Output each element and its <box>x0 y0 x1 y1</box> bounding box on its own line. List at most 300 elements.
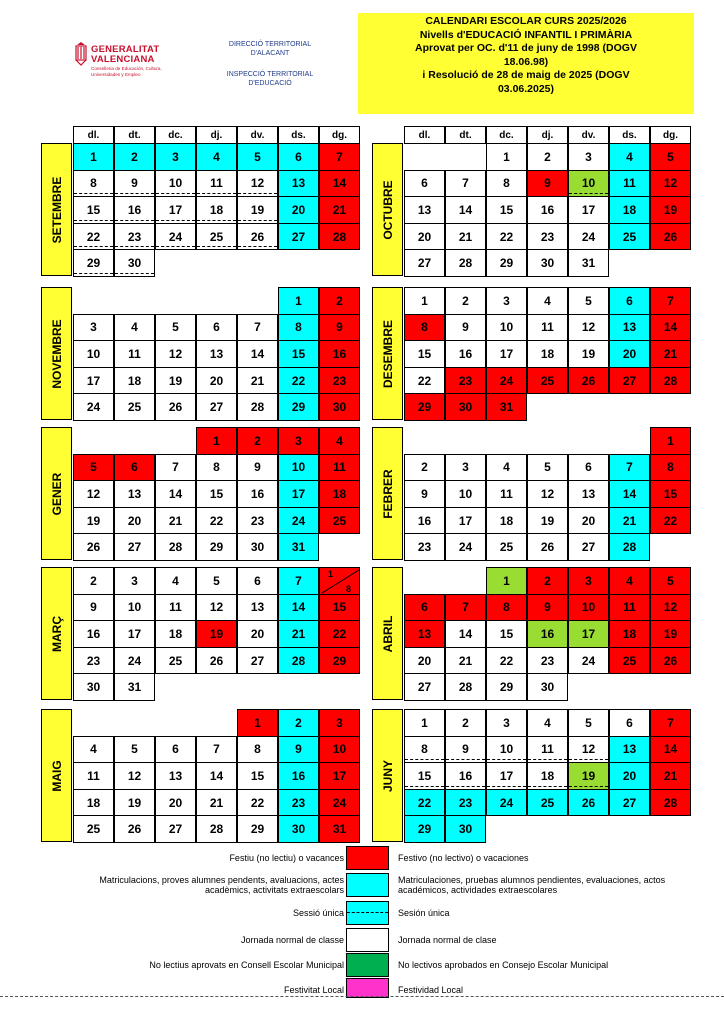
single-session-marker <box>115 220 154 221</box>
day-cell <box>196 454 237 482</box>
day-cell <box>114 393 155 421</box>
day-number: 11 <box>500 486 513 501</box>
day-cell <box>486 223 527 251</box>
day-number: 18 <box>622 202 637 217</box>
day-number: 4 <box>626 573 633 588</box>
day-cell <box>237 170 278 198</box>
day-cell <box>73 736 114 764</box>
day-cell <box>445 533 486 561</box>
day-number: 27 <box>622 795 637 810</box>
day-cell <box>486 594 527 622</box>
day-number: 20 <box>127 513 142 528</box>
day-number: 25 <box>209 229 224 244</box>
page-bottom-rule <box>0 996 724 997</box>
day-cell <box>486 367 527 395</box>
day-cell <box>278 594 319 622</box>
day-cell <box>278 393 319 421</box>
month-name: DESEMBRE <box>380 319 395 388</box>
day-number: 10 <box>499 742 514 757</box>
day-cell <box>278 647 319 675</box>
day-cell <box>73 533 114 561</box>
day-cell <box>445 620 486 648</box>
day-number: 2 <box>462 293 469 308</box>
day-number: 13 <box>250 600 265 615</box>
day-cell <box>650 287 691 315</box>
month-name: GENER <box>49 472 64 515</box>
day-number: 18 <box>86 795 101 810</box>
single-session-marker <box>569 786 608 787</box>
day-number: 3 <box>585 149 592 164</box>
day-cell <box>114 533 155 561</box>
day-cell <box>486 287 527 315</box>
day-number: 26 <box>663 229 678 244</box>
day-number: 3 <box>90 320 97 335</box>
day-cell <box>73 393 114 421</box>
month-label-maig <box>41 709 72 842</box>
day-cell <box>237 454 278 482</box>
day-number: 29 <box>499 680 514 695</box>
day-cell <box>404 314 445 342</box>
day-number: 17 <box>499 768 514 783</box>
single-session-marker <box>446 759 485 760</box>
day-cell <box>486 709 527 737</box>
day-number: 27 <box>291 229 306 244</box>
day-number: 29 <box>250 822 265 837</box>
day-number: 14 <box>291 600 306 615</box>
day-number: 28 <box>622 540 637 555</box>
day-number: 9 <box>131 176 138 191</box>
day-cell <box>155 393 196 421</box>
day-number: 6 <box>626 715 633 730</box>
single-session-marker <box>115 273 154 274</box>
day-number: 29 <box>332 653 347 668</box>
day-number: 25 <box>332 513 347 528</box>
day-number: 4 <box>131 320 138 335</box>
day-cell <box>155 314 196 342</box>
day-number: 11 <box>87 768 100 783</box>
day-number: 16 <box>250 486 265 501</box>
day-cell <box>568 170 609 198</box>
day-number: 1 <box>90 149 97 164</box>
day-cell <box>319 287 360 315</box>
day-cell <box>196 223 237 251</box>
day-cell <box>196 143 237 171</box>
day-cell <box>237 736 278 764</box>
day-number: 16 <box>458 768 473 783</box>
day-cell <box>609 762 650 790</box>
day-number: 30 <box>127 256 142 271</box>
day-number: 27 <box>127 540 142 555</box>
day-number: 3 <box>462 460 469 475</box>
day-number: 21 <box>209 795 224 810</box>
day-number: 2 <box>295 715 302 730</box>
day-number: 12 <box>250 176 265 191</box>
day-number: 27 <box>622 373 637 388</box>
day-number: 26 <box>168 400 183 415</box>
day-cell <box>319 454 360 482</box>
day-cell <box>155 480 196 508</box>
day-cell <box>114 249 155 277</box>
day-number: 7 <box>172 460 179 475</box>
day-number: 30 <box>86 680 101 695</box>
day-cell <box>155 789 196 817</box>
day-cell <box>196 393 237 421</box>
day-number: 19 <box>581 768 596 783</box>
day-number: 24 <box>86 400 101 415</box>
title-line: 03.06.2025) <box>497 82 555 95</box>
day-cell <box>445 314 486 342</box>
day-number: 24 <box>332 795 347 810</box>
day-number: 3 <box>172 149 179 164</box>
day-number: 30 <box>291 822 306 837</box>
day-number: 17 <box>332 768 347 783</box>
day-number: 15 <box>417 768 432 783</box>
day-cell <box>486 393 527 421</box>
day-cell <box>114 223 155 251</box>
day-number: 4 <box>503 460 510 475</box>
day-cell <box>73 567 114 595</box>
day-number: 3 <box>503 715 510 730</box>
day-cell <box>237 594 278 622</box>
month-name: MARÇ <box>49 615 64 652</box>
day-number: 23 <box>250 513 265 528</box>
weekday-header: dc. <box>486 126 527 144</box>
day-number: 7 <box>462 600 469 615</box>
day-cell <box>237 480 278 508</box>
day-cell <box>73 673 114 701</box>
day-number: 13 <box>168 768 183 783</box>
day-cell <box>155 594 196 622</box>
day-number: 22 <box>250 795 265 810</box>
day-cell <box>278 170 319 198</box>
day-number: 10 <box>86 346 101 361</box>
month-name: FEBRER <box>380 468 395 519</box>
day-cell <box>319 170 360 198</box>
day-cell <box>486 143 527 171</box>
day-cell <box>278 454 319 482</box>
day-number: 14 <box>168 486 183 501</box>
title-line: Aprovat per OC. d'11 de juny de 1998 (DOGV <box>415 42 637 54</box>
single-session-marker <box>347 912 388 913</box>
single-session-marker <box>405 786 444 787</box>
day-cell <box>196 507 237 535</box>
day-cell <box>319 736 360 764</box>
day-cell <box>609 367 650 395</box>
day-number: 18 <box>332 486 347 501</box>
day-cell <box>486 314 527 342</box>
day-number: 9 <box>336 320 343 335</box>
day-number: 10 <box>581 176 596 191</box>
day-cell <box>650 170 691 198</box>
day-number: 5 <box>90 460 97 475</box>
legend-label-catalan: Jornada normal de classe <box>240 935 344 945</box>
day-cell <box>73 620 114 648</box>
day-cell <box>114 647 155 675</box>
day-cell <box>278 736 319 764</box>
day-cell <box>73 507 114 535</box>
day-number: 6 <box>213 320 220 335</box>
day-cell <box>609 340 650 368</box>
day-cell <box>486 454 527 482</box>
day-number: 1 <box>503 149 510 164</box>
day-number: 4 <box>90 742 97 757</box>
day-number: 21 <box>291 626 306 641</box>
day-cell <box>73 314 114 342</box>
day-number: 1 <box>254 715 261 730</box>
day-number: 9 <box>544 176 551 191</box>
day-cell <box>650 762 691 790</box>
day-number: 17 <box>291 486 306 501</box>
day-number: 5 <box>172 320 179 335</box>
day-number: 23 <box>291 795 306 810</box>
day-cell <box>445 170 486 198</box>
day-number: 9 <box>90 600 97 615</box>
day-cell <box>278 762 319 790</box>
day-cell <box>445 340 486 368</box>
day-number: 25 <box>86 822 101 837</box>
day-cell <box>278 507 319 535</box>
day-cell <box>196 620 237 648</box>
day-number: 24 <box>581 653 596 668</box>
day-cell <box>404 196 445 224</box>
day-number: 3 <box>295 433 302 448</box>
day-number: 25 <box>168 653 183 668</box>
day-number: 24 <box>168 229 183 244</box>
day-cell <box>568 367 609 395</box>
day-number: 30 <box>458 822 473 837</box>
day-cell <box>237 393 278 421</box>
day-cell <box>319 367 360 395</box>
day-cell <box>650 507 691 535</box>
day-number: 12 <box>581 320 596 335</box>
day-number: 14 <box>663 742 678 757</box>
single-session-marker <box>74 246 113 247</box>
day-number: 21 <box>168 513 183 528</box>
day-number: 5 <box>585 293 592 308</box>
day-number: 17 <box>581 202 596 217</box>
day-number: 3 <box>503 293 510 308</box>
day-cell <box>650 736 691 764</box>
day-number: 7 <box>462 176 469 191</box>
day-cell <box>445 815 486 843</box>
legend-swatch <box>346 953 389 977</box>
day-cell <box>404 507 445 535</box>
day-cell <box>319 340 360 368</box>
month-label-juny <box>372 709 403 842</box>
day-cell <box>237 507 278 535</box>
day-number: 16 <box>86 626 101 641</box>
day-cell <box>486 340 527 368</box>
weekday-header: dj. <box>527 126 568 144</box>
day-number: 4 <box>336 433 343 448</box>
day-cell <box>650 367 691 395</box>
day-number: 14 <box>622 486 637 501</box>
day-cell <box>609 567 650 595</box>
day-number: 17 <box>458 513 473 528</box>
day-cell <box>155 340 196 368</box>
day-cell <box>237 223 278 251</box>
day-number: 21 <box>458 653 473 668</box>
day-number: 24 <box>458 540 473 555</box>
day-cell <box>237 340 278 368</box>
legend-swatch <box>346 846 389 870</box>
day-number: 18 <box>127 373 142 388</box>
day-cell <box>237 427 278 455</box>
day-number: 12 <box>127 768 142 783</box>
day-cell <box>568 620 609 648</box>
single-session-marker <box>74 193 113 194</box>
day-cell <box>527 709 568 737</box>
day-number: 23 <box>417 540 432 555</box>
day-cell <box>527 736 568 764</box>
day-cell <box>404 287 445 315</box>
day-number: 5 <box>667 149 674 164</box>
day-number: 6 <box>626 293 633 308</box>
day-number: 1 <box>421 715 428 730</box>
month-label-gener <box>41 427 72 560</box>
day-cell <box>237 789 278 817</box>
day-number: 21 <box>663 768 678 783</box>
day-cell <box>527 314 568 342</box>
day-cell <box>404 170 445 198</box>
day-number: 6 <box>254 573 261 588</box>
day-cell <box>73 340 114 368</box>
day-number: 18 <box>540 346 555 361</box>
day-number: 18 <box>168 626 183 641</box>
title-line: 18.06.98) <box>503 55 549 68</box>
day-number: 13 <box>127 486 142 501</box>
day-cell <box>114 367 155 395</box>
day-number: 3 <box>585 573 592 588</box>
single-session-marker <box>74 220 113 221</box>
day-cell <box>237 143 278 171</box>
day-cell <box>196 647 237 675</box>
day-cell <box>486 249 527 277</box>
day-cell <box>155 196 196 224</box>
day-number: 6 <box>421 176 428 191</box>
day-cell <box>568 567 609 595</box>
day-cell <box>650 223 691 251</box>
day-number: 13 <box>209 346 224 361</box>
legend-swatch <box>346 928 389 952</box>
day-cell <box>155 815 196 843</box>
day-cell <box>527 170 568 198</box>
day-cell <box>196 594 237 622</box>
day-number: 13 <box>417 202 432 217</box>
day-number: 6 <box>585 460 592 475</box>
day-cell <box>609 620 650 648</box>
day-number: 17 <box>168 202 183 217</box>
day-cell <box>404 533 445 561</box>
day-number: 21 <box>458 229 473 244</box>
day-cell <box>527 789 568 817</box>
day-number: 12 <box>581 742 596 757</box>
day-number: 10 <box>291 460 306 475</box>
day-cell <box>650 143 691 171</box>
day-cell <box>445 709 486 737</box>
day-cell <box>486 647 527 675</box>
day-number: 8 <box>421 742 428 757</box>
day-number: 17 <box>86 373 101 388</box>
weekday-header: dg. <box>650 126 691 144</box>
day-cell <box>114 815 155 843</box>
day-number: 28 <box>209 822 224 837</box>
day-number: 16 <box>417 513 432 528</box>
day-number: 8 <box>667 460 674 475</box>
month-name: SETEMBRE <box>49 176 64 243</box>
day-number: 27 <box>417 680 432 695</box>
day-cell <box>650 454 691 482</box>
day-cell <box>319 314 360 342</box>
single-session-marker <box>569 193 608 194</box>
day-number: 29 <box>209 540 224 555</box>
legend-label-spanish: Jornada normal de clase <box>398 935 497 945</box>
single-session-marker <box>487 786 526 787</box>
day-number: 23 <box>540 653 555 668</box>
day-cell <box>278 196 319 224</box>
day-number: 26 <box>86 540 101 555</box>
inspeccio-territorial <box>215 70 325 88</box>
day-cell <box>155 507 196 535</box>
single-session-marker <box>405 759 444 760</box>
day-cell <box>278 789 319 817</box>
day-number: 26 <box>663 653 678 668</box>
day-number: 17 <box>581 626 596 641</box>
day-number: 11 <box>169 600 182 615</box>
day-cell <box>445 762 486 790</box>
title-line: Nivells d'EDUCACIÓ INFANTIL I PRIMÀRIA <box>419 28 633 41</box>
day-number: 7 <box>295 573 302 588</box>
day-number: 29 <box>291 400 306 415</box>
day-cell <box>568 709 609 737</box>
legend-label-spanish: Festividad Local <box>398 985 464 995</box>
day-number: 20 <box>168 795 183 810</box>
day-number: 11 <box>623 600 636 615</box>
day-number: 20 <box>581 513 596 528</box>
day-cell <box>319 709 360 737</box>
day-cell <box>527 143 568 171</box>
day-cell <box>568 196 609 224</box>
weekday-header: dv. <box>568 126 609 144</box>
legend-swatch <box>346 873 389 897</box>
day-number: 24 <box>127 653 142 668</box>
day-number: 28 <box>663 795 678 810</box>
day-cell <box>278 314 319 342</box>
day-cell <box>445 196 486 224</box>
day-number: 17 <box>127 626 142 641</box>
day-cell <box>568 314 609 342</box>
day-cell <box>445 223 486 251</box>
day-cell <box>445 736 486 764</box>
day-number: 22 <box>499 653 514 668</box>
day-cell <box>527 454 568 482</box>
day-cell <box>237 533 278 561</box>
day-number: 5 <box>254 149 261 164</box>
day-cell <box>196 340 237 368</box>
day-cell <box>73 762 114 790</box>
day-cell <box>73 454 114 482</box>
day-number: 20 <box>622 346 637 361</box>
day-number: 15 <box>250 768 265 783</box>
day-number: 13 <box>622 320 637 335</box>
day-number: 8 <box>503 176 510 191</box>
day-cell <box>278 533 319 561</box>
day-number: 22 <box>417 795 432 810</box>
day-number: 16 <box>332 346 347 361</box>
single-session-marker <box>528 786 567 787</box>
single-session-marker <box>115 246 154 247</box>
weekday-header: ds. <box>278 126 319 144</box>
